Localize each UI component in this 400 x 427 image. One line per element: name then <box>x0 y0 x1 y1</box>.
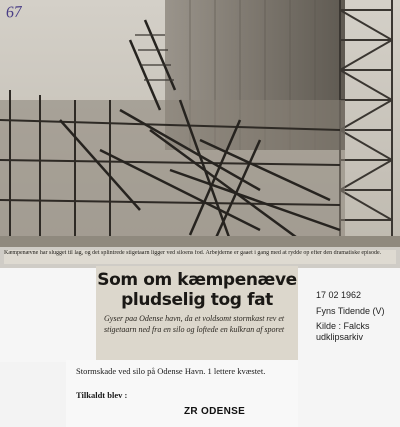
headline-line-2: pludselig tog fat <box>121 290 273 310</box>
blank-card-bottom-left <box>0 362 66 427</box>
clipping-date: 17 02 1962 <box>316 290 362 300</box>
source-label-card <box>298 268 400 427</box>
incident-description: Stormskade ved silo på Odense Havn. 1 lettere kvæstet. <box>76 366 266 376</box>
incident-label-card <box>66 360 298 427</box>
blank-card-left <box>0 268 96 362</box>
headline-line-1: Som om kæmpenæve <box>97 270 297 290</box>
assigned-station: ZR ODENSE <box>184 406 246 417</box>
article-headline-box <box>96 266 298 362</box>
archive-source: Kilde : Falcks udklipsarkiv <box>316 321 370 342</box>
assigned-label: Tilkaldt blev : <box>76 390 128 400</box>
photo-caption: Kæmpenævne har slugget til lag, og det splintrede stigetaarn ligger ved siloens fod. Arbejderne er gaaet i gang med at rydde op efter den dramatiske episode. <box>4 250 396 264</box>
article-subhead: Gyser paa Odense havn, da et voldsomt stormkast rev et stigetaarn ned fra en silo og loftede en kulkran af sporet <box>104 314 285 334</box>
newspaper-name: Fyns Tidende (V) <box>316 306 385 316</box>
page-number-annotation: 67 <box>5 3 23 22</box>
